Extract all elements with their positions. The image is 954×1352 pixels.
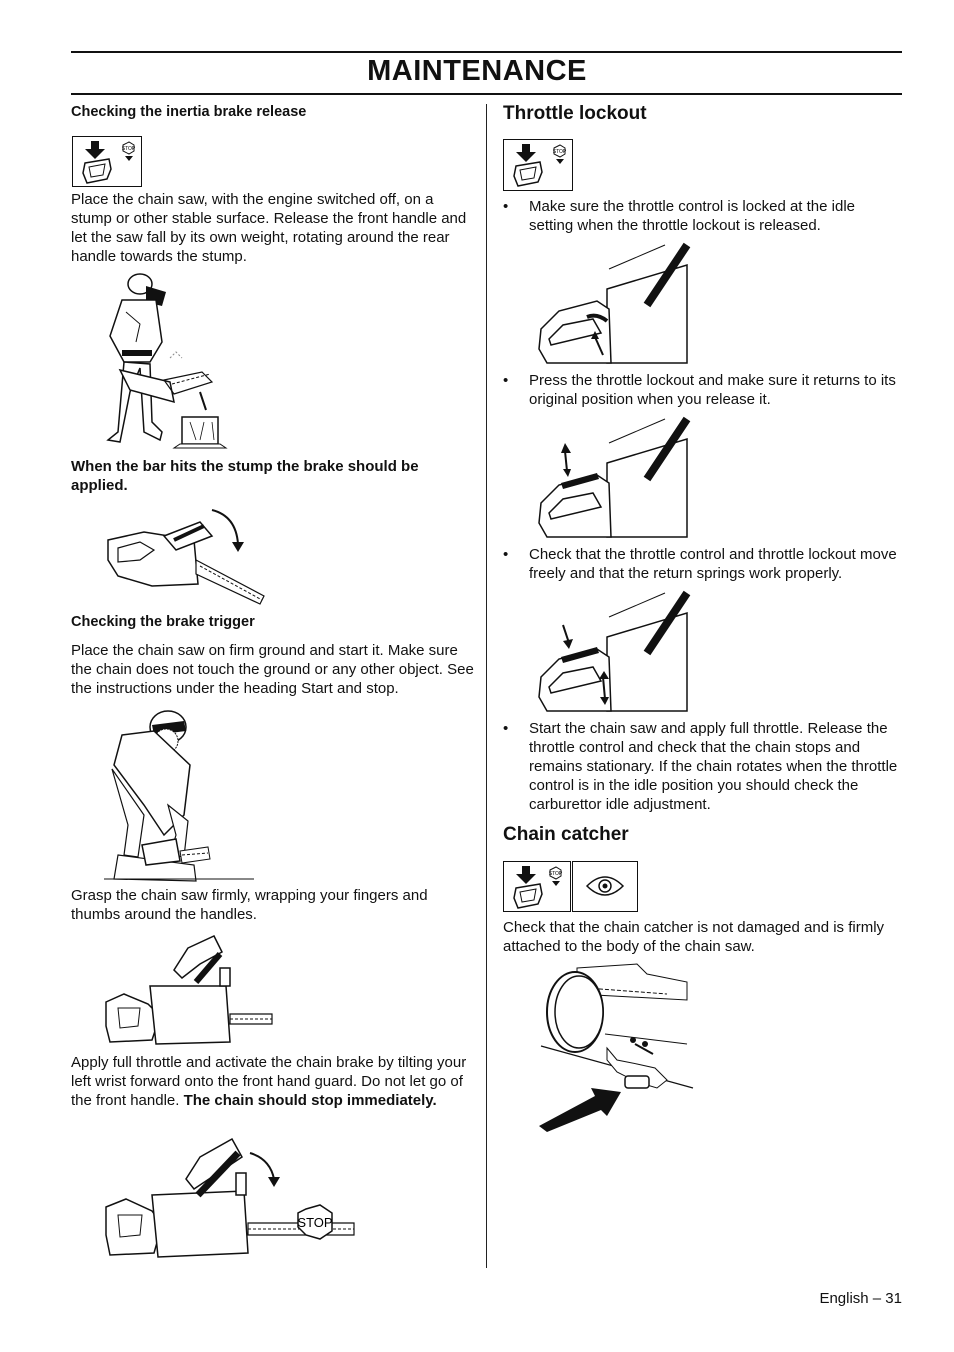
inertia-brake-heading: Checking the inertia brake release bbox=[71, 104, 307, 120]
engine-off-stop-icon bbox=[503, 139, 573, 191]
throttle-handle-illustration-2 bbox=[537, 419, 687, 539]
apply-throttle-text: Apply full throttle and activate the chain brake by tilting your left wrist forward onto the front hand guard. Do not let go of the front handle. bbox=[71, 1054, 467, 1109]
inertia-brake-paragraph: Place the chain saw, with the engine switched off, on a stump or other stable surface. Release the front handle and let the saw fall by its own weight, rotating around the rear handle towards the stump. bbox=[71, 191, 467, 265]
svg-text:STOP: STOP bbox=[121, 146, 136, 152]
throttle-lockout-heading: Throttle lockout bbox=[503, 103, 647, 124]
throttle-handle-illustration-1 bbox=[537, 245, 687, 365]
brake-trigger-paragraph: Place the chain saw on firm ground and start it. Make sure the chain does not touch the ground or any other object. See the instructions under the heading Start and stop. bbox=[71, 642, 474, 697]
header-top-rule bbox=[71, 51, 902, 53]
column-divider bbox=[486, 104, 487, 1268]
apply-throttle-bold: The chain should stop immediately. bbox=[183, 1092, 437, 1109]
eye-inspect-icon bbox=[572, 861, 638, 912]
person-stump-illustration bbox=[100, 272, 230, 450]
engine-off-stop-icon bbox=[503, 861, 571, 912]
brake-trigger-heading: Checking the brake trigger bbox=[71, 614, 255, 630]
chain-brake-stop-illustration bbox=[104, 1135, 364, 1261]
svg-text:STOP: STOP bbox=[552, 149, 567, 155]
hands-grip-illustration bbox=[104, 930, 274, 1048]
page-title: MAINTENANCE bbox=[367, 55, 587, 87]
throttle-handle-illustration-3 bbox=[537, 593, 687, 713]
header-bottom-rule bbox=[71, 93, 902, 95]
chain-catcher-heading: Chain catcher bbox=[503, 824, 629, 845]
saw-rotation-illustration bbox=[104, 500, 274, 610]
chain-catcher-illustration bbox=[537, 964, 697, 1132]
apply-throttle-paragraph bbox=[71, 1053, 476, 1110]
person-starting-saw-illustration bbox=[104, 705, 259, 883]
engine-off-stop-icon bbox=[72, 136, 142, 187]
svg-text:STOP: STOP bbox=[548, 871, 563, 877]
grasp-paragraph: Grasp the chain saw firmly, wrapping your fingers and thumbs around the handles. bbox=[71, 887, 428, 923]
stump-brake-note: When the bar hits the stump the brake should be applied. bbox=[71, 458, 419, 494]
page-number: English – 31 bbox=[819, 1290, 902, 1307]
stop-sign-label: STOP bbox=[297, 1215, 333, 1230]
chain-catcher-paragraph: Check that the chain catcher is not damaged and is firmly attached to the body of the chain saw. bbox=[503, 919, 885, 955]
